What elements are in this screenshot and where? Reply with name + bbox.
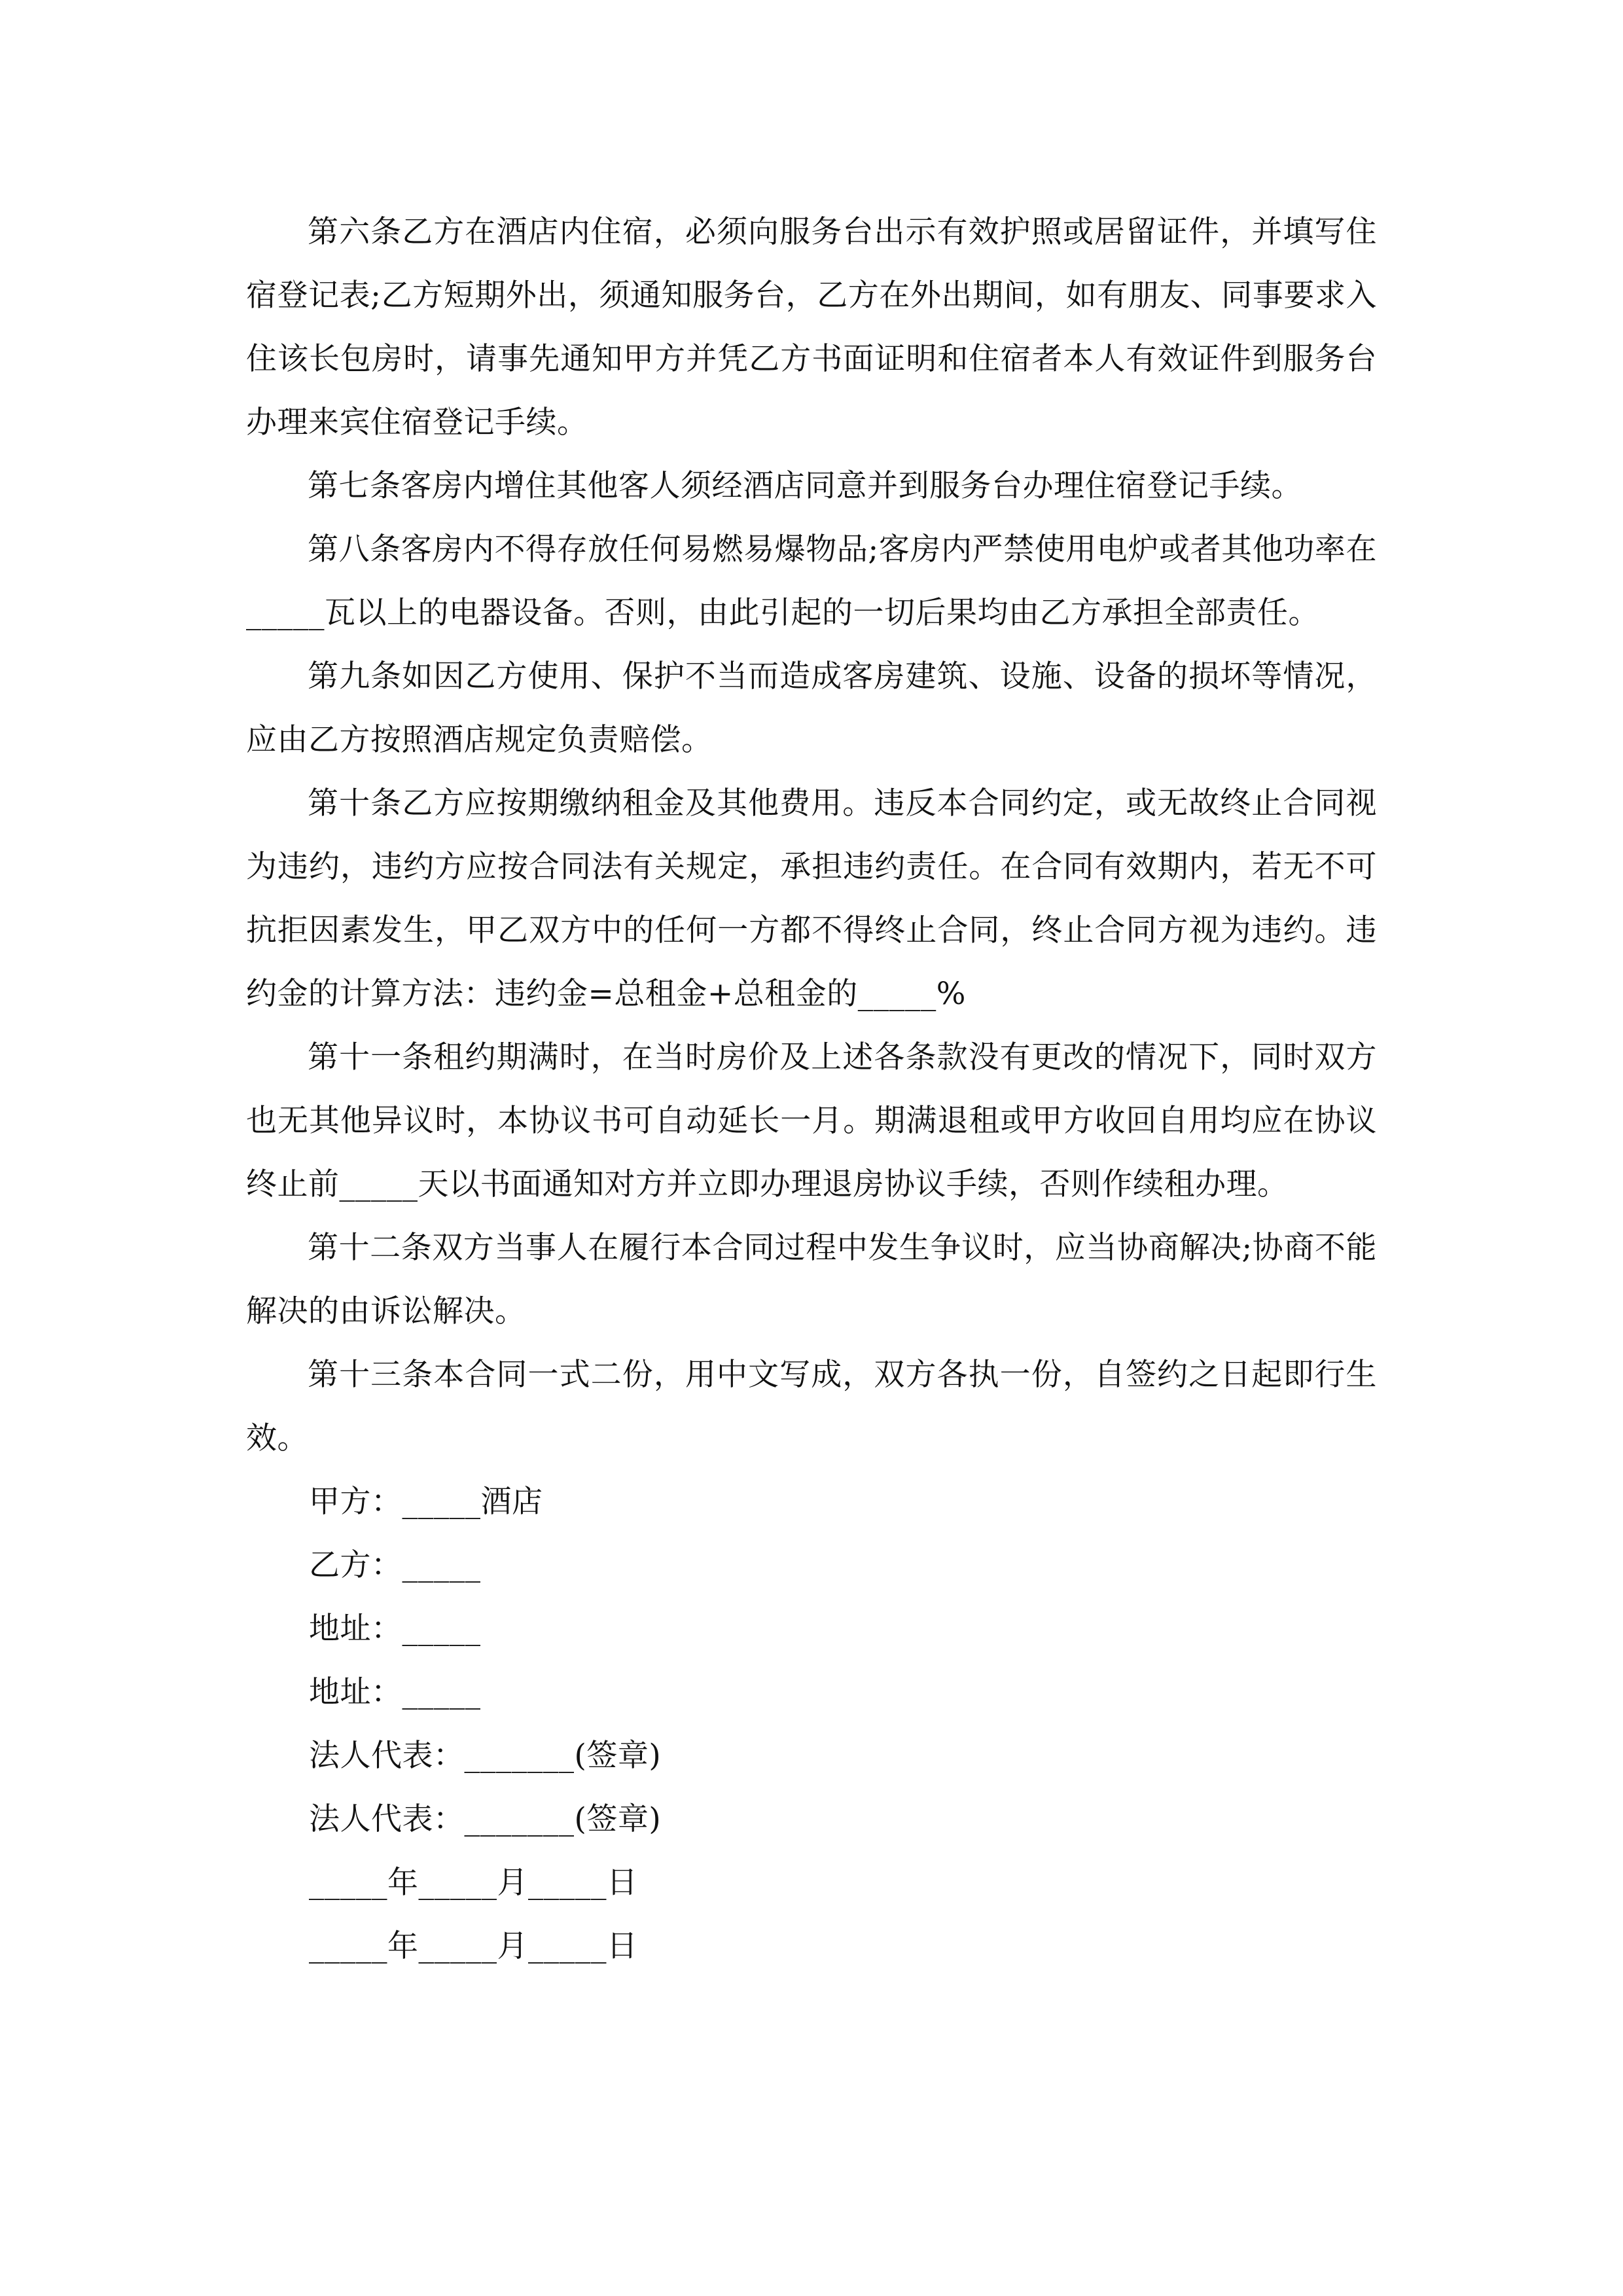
clause-10: 第十条乙方应按期缴纳租金及其他费用。违反本合同约定，或无故终止合同视为违约，违约方应按合同法有关规定，承担违约责任。在合同有效期内，若无不可抗拒因素发生，甲乙双方中的任何一方都不得终止合同，终止合同方视为违约。违约金的计算方法：违约金=总租金+总租金的_____% (246, 785, 1377, 1012)
clause-6: 第六条乙方在酒店内住宿，必须向服务台出示有效护照或居留证件，并填写住宿登记表;乙方短期外出，须通知服务台，乙方在外出期间，如有朋友、同事要求入住该长包房时，请事先通知甲方并凭乙方书面证明和住宿者本人有效证件到服务台办理来宾住宿登记手续。 (246, 214, 1377, 440)
clause-12: 第十二条双方当事人在履行本合同过程中发生争议时，应当协商解决;协商不能解决的由诉讼解决。 (246, 1230, 1377, 1329)
clause-8: 第八条客房内不得存放任何易燃易爆物品;客房内严禁使用电炉或者其他功率在_____瓦以上的电器设备。否则，由此引起的一切后果均由乙方承担全部责任。 (246, 531, 1377, 631)
clause-11: 第十一条租约期满时，在当时房价及上述各条款没有更改的情况下，同时双方也无其他异议时，本协议书可自动延长一月。期满退租或甲方收回自用均应在协议终止前_____天以书面通知对方并立即办理退房协议手续，否则作续租办理。 (246, 1039, 1377, 1202)
contract-body (246, 200, 1377, 1978)
clause-13: 第十三条本合同一式二份，用中文写成，双方各执一份，自签约之日起即行生效。 (246, 1357, 1377, 1456)
clause-7: 第七条客房内增住其他客人须经酒店同意并到服务台办理住宿登记手续。 (308, 468, 1302, 504)
address-a-line: 地址：_____ (309, 1611, 481, 1647)
date-b-line: _____年_____月_____日 (309, 1928, 638, 1964)
legal-rep-a-line: 法人代表：_______(签章) (309, 1738, 662, 1774)
legal-rep-b-line: 法人代表：_______(签章) (309, 1801, 662, 1837)
party-b-line: 乙方：_____ (309, 1547, 481, 1583)
signature-block (246, 1470, 1377, 1978)
party-a-line: 甲方：_____酒店 (309, 1484, 543, 1520)
clause-9: 第九条如因乙方使用、保护不当而造成客房建筑、设施、设备的损坏等情况，应由乙方按照酒店规定负责赔偿。 (246, 658, 1377, 758)
address-b-line: 地址：_____ (309, 1674, 481, 1710)
date-a-line: _____年_____月_____日 (309, 1865, 638, 1901)
